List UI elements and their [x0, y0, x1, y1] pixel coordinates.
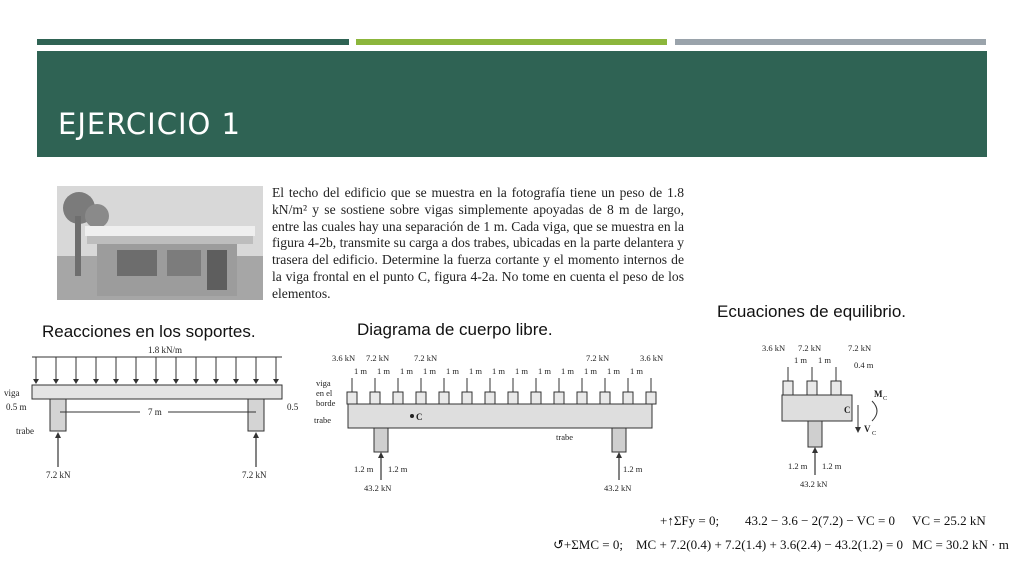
section-reaction: 43.2 kN: [800, 479, 828, 489]
moment-label: M: [874, 389, 883, 399]
joist-blocks: [347, 392, 656, 404]
svg-text:1 m: 1 m: [538, 366, 551, 376]
section-load-a: 7.2 kN: [798, 343, 822, 353]
section-dim-b: 1.2 m: [822, 461, 842, 471]
dim-c: 1.2 m: [623, 464, 643, 474]
eq-fy-result: VC = 25.2 kN: [912, 513, 986, 528]
right-girder: [248, 399, 264, 431]
distributed-load-arrows: [36, 357, 276, 382]
section-support: [808, 421, 822, 447]
section-gap: 0.4 m: [854, 360, 874, 370]
caption-fbd: Diagrama de cuerpo libre.: [357, 320, 553, 339]
height-right-label: 0.5: [287, 402, 299, 412]
eq-fy-label: +↑ΣFy = 0;: [660, 513, 720, 528]
distributed-load-label: 1.8 kN/m: [148, 345, 183, 355]
svg-text:1 m: 1 m: [423, 366, 436, 376]
beam: [32, 385, 282, 399]
load-a: 7.2 kN: [366, 353, 390, 363]
eq-mc-label: ↺+ΣMC = 0;: [553, 537, 623, 552]
reactions-diagram: [0, 342, 305, 482]
problem-statement: El techo del edificio que se muestra en la fotografía tiene un peso de 1.8 kN/m² y se sostiene sobre vigas simplemente apoyadas de 8 m de largo, entre las cuales hay una separación de 1 m. Cada viga, que se muestra en la figura 4-2b, transmite su carga a dos trabes, ubicadas en la parte delantera y trasera del edificio. Determine la fuerza cortante y el momento internos de la viga frontal en el punto C, figura 4-2a. No tome en cuenta el peso de los elementos.: [272, 185, 684, 301]
section-dim-a: 1.2 m: [788, 461, 808, 471]
section-diagram: [760, 341, 900, 491]
point-c: C: [416, 412, 423, 422]
shear-sub: C: [872, 430, 877, 437]
spacing-labels: [354, 366, 643, 376]
dim-b: 1.2 m: [388, 464, 408, 474]
viga-label-2: en el: [316, 388, 333, 398]
dim-a: 1.2 m: [354, 464, 374, 474]
fbd-diagram: [310, 350, 672, 495]
load-b: 7.2 kN: [414, 353, 438, 363]
reaction-right-label: 7.2 kN: [242, 470, 267, 480]
viga-label-1: viga: [316, 378, 331, 388]
reaction-left-label: 7.2 kN: [46, 470, 71, 480]
section-load-b: 7.2 kN: [848, 343, 872, 353]
svg-text:1 m: 1 m: [446, 366, 459, 376]
svg-text:1 m: 1 m: [354, 366, 367, 376]
accent-bar-gray: [675, 39, 986, 45]
accent-bar-dark: [37, 39, 349, 45]
section-spacing-b: 1 m: [818, 355, 831, 365]
caption-equilibrium: Ecuaciones de equilibrio.: [717, 302, 907, 321]
end-load-left: 3.6 kN: [332, 353, 356, 363]
point-load-arrows: [352, 378, 651, 392]
trabe-left-label: trabe: [314, 415, 331, 425]
accent-bar-green: [356, 39, 667, 45]
height-left-label: 0.5 m: [6, 402, 27, 412]
building-photo: [57, 186, 263, 300]
svg-text:1 m: 1 m: [469, 366, 482, 376]
edge-beam: [348, 404, 652, 428]
trabe-label: trabe: [16, 426, 34, 436]
svg-text:1 m: 1 m: [377, 366, 390, 376]
section-point: C: [844, 405, 851, 415]
reaction-left: 43.2 kN: [364, 483, 392, 493]
eq-fy: 43.2 − 3.6 − 2(7.2) − VC = 0: [745, 513, 896, 528]
end-load-right: 3.6 kN: [640, 353, 664, 363]
moment-sub: C: [883, 395, 888, 402]
svg-text:1 m: 1 m: [561, 366, 574, 376]
section-end-load: 3.6 kN: [762, 343, 786, 353]
svg-text:1 m: 1 m: [400, 366, 413, 376]
caption-reactions: Reacciones en los soportes.: [42, 322, 256, 341]
section-load-arrows: [788, 367, 836, 381]
trabe-mid-label: trabe: [556, 432, 573, 442]
svg-text:1 m: 1 m: [515, 366, 528, 376]
svg-text:1 m: 1 m: [630, 366, 643, 376]
viga-label-3: borde: [316, 398, 336, 408]
section-beam: [782, 395, 852, 421]
slide-title: EJERCICIO 1: [58, 107, 242, 141]
span-label: 7 m: [148, 407, 162, 417]
load-c: 7.2 kN: [586, 353, 610, 363]
title-band: [37, 51, 987, 157]
reaction-right: 43.2 kN: [604, 483, 632, 493]
left-girder: [50, 399, 66, 431]
svg-text:1 m: 1 m: [492, 366, 505, 376]
svg-text:1 m: 1 m: [607, 366, 620, 376]
shear-label: V: [864, 424, 871, 434]
eq-mc: MC + 7.2(0.4) + 7.2(1.4) + 3.6(2.4) − 43.2(1.2) = 0: [636, 537, 904, 552]
eq-mc-result: MC = 30.2 kN · m: [912, 537, 1009, 552]
svg-text:1 m: 1 m: [584, 366, 597, 376]
viga-label: viga: [4, 388, 20, 398]
section-joists: [783, 381, 841, 395]
section-spacing-a: 1 m: [794, 355, 807, 365]
left-support: [374, 428, 388, 452]
right-support: [612, 428, 626, 452]
building-photo-illustration: [57, 186, 263, 300]
